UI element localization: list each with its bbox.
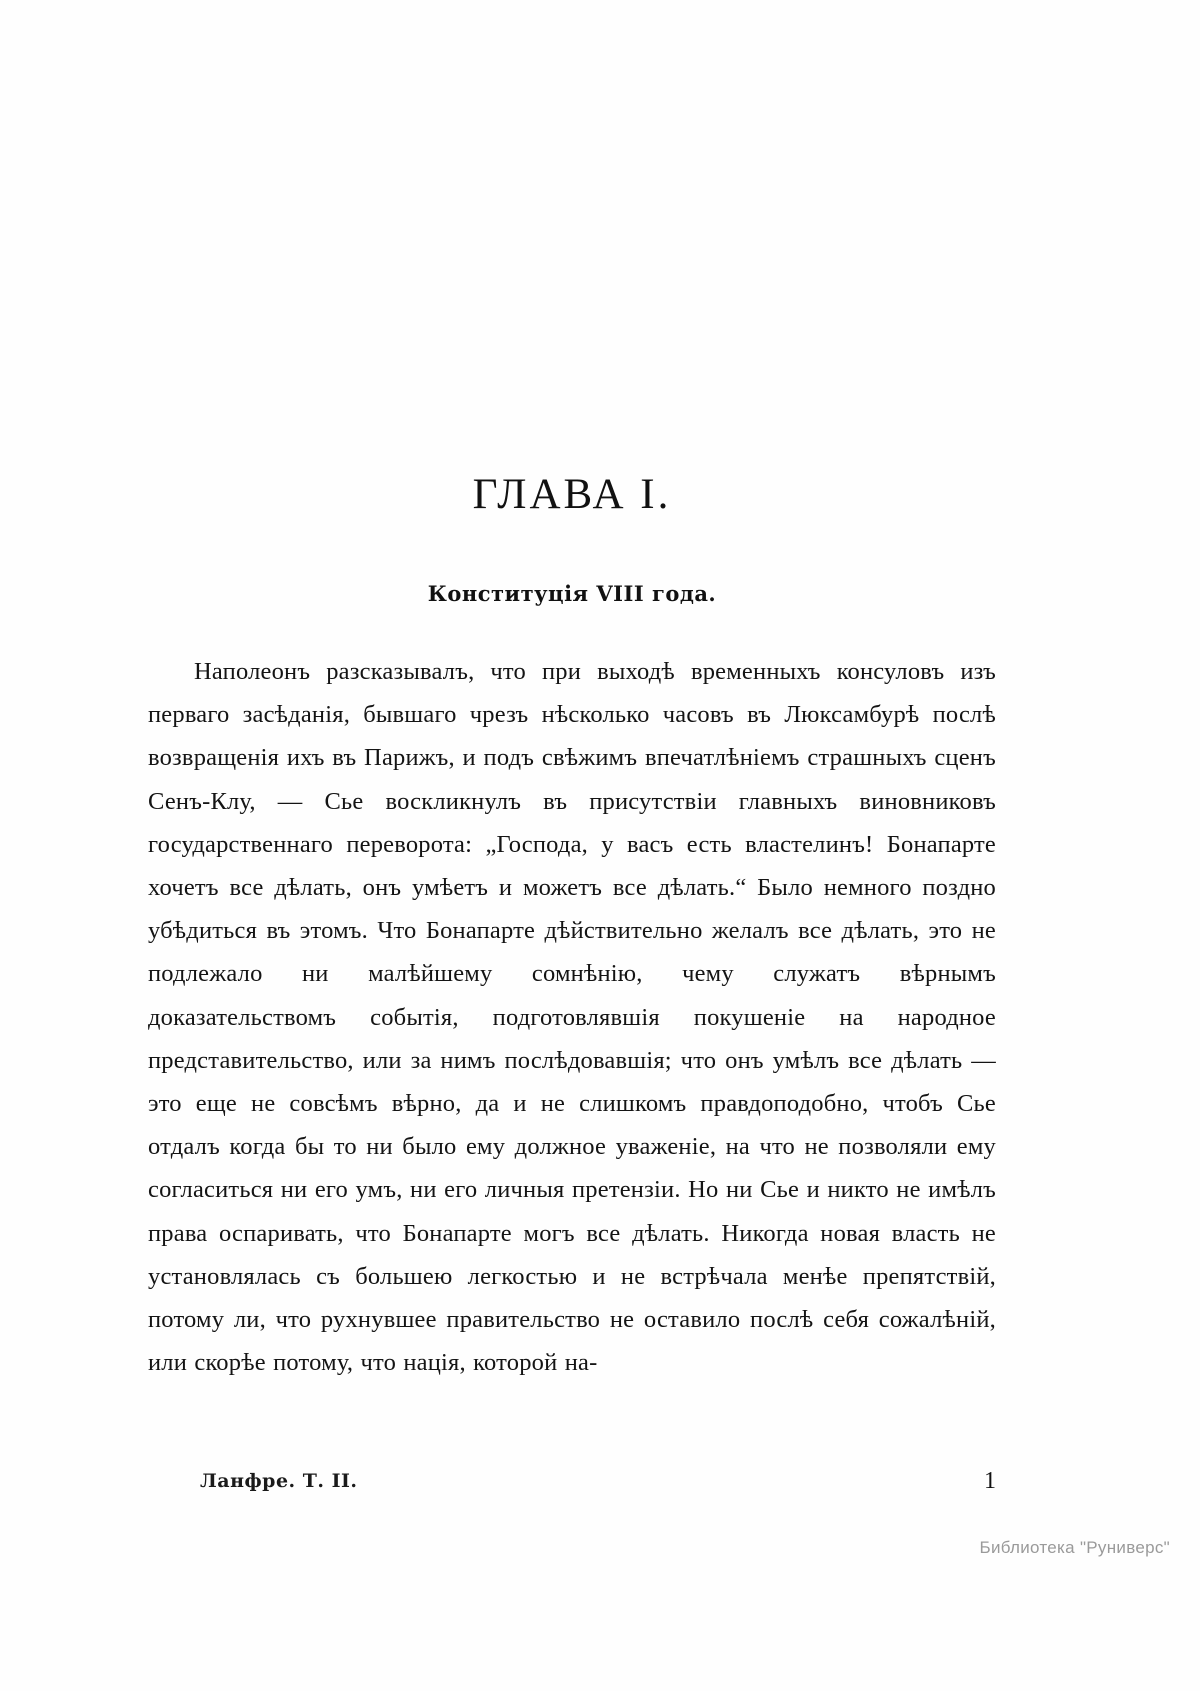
page-number: 1 (984, 1468, 996, 1494)
page-footer (148, 1470, 996, 1504)
chapter-subtitle: Конституція VIII года. (427, 581, 717, 606)
body-paragraph: Наполеонъ разсказывалъ, что при выходѣ временныхъ консуловъ изъ перваго засѣданія, бывшаго чрезъ нѣсколько часовъ въ Люксамбурѣ послѣ возвращенія ихъ въ Парижъ, и подъ свѣжимъ впечатлѣніемъ страшныхъ сценъ Сенъ-Клу, — Сье воскликнулъ въ присутствіи главныхъ виновниковъ государственнаго переворота: „Господа, у васъ есть властелинъ! Бонапарте хочетъ все дѣлать, онъ умѣетъ и можетъ все дѣлать.“ Было немного поздно убѣдиться въ этомъ. Что Бонапарте дѣйствительно желалъ все дѣлать, это не подлежало ни малѣйшему сомнѣнію, чему служатъ вѣрнымъ доказательствомъ событія, подготовлявшія покушеніе на народное представительство, или за нимъ послѣдовавшія; что онъ умѣлъ все дѣлать — это еще не совсѣмъ вѣрно, да и не слишкомъ правдоподобно, чтобъ Сье отдалъ когда бы то ни было ему должное уваженіе, на что не позволяли ему согласиться ни его умъ, ни его личныя претензіи. Но ни Сье и никто не имѣлъ права оспаривать, что Бонапарте могъ все дѣлать. Никогда новая власть не установлялась съ большею легкостью и не встрѣчала менѣе препятствій, потому ли, что рухнувшее правительство не оставило послѣ себя сожалѣній, или скорѣе потому, что нація, которой на- (148, 658, 996, 1377)
footer-signature: Ланфре. Т. II. (200, 1470, 358, 1492)
chapter-title: ГЛАВА I. (472, 471, 672, 518)
library-watermark: Библиотека "Руниверс" (979, 1538, 1170, 1557)
page-content (148, 470, 996, 1384)
